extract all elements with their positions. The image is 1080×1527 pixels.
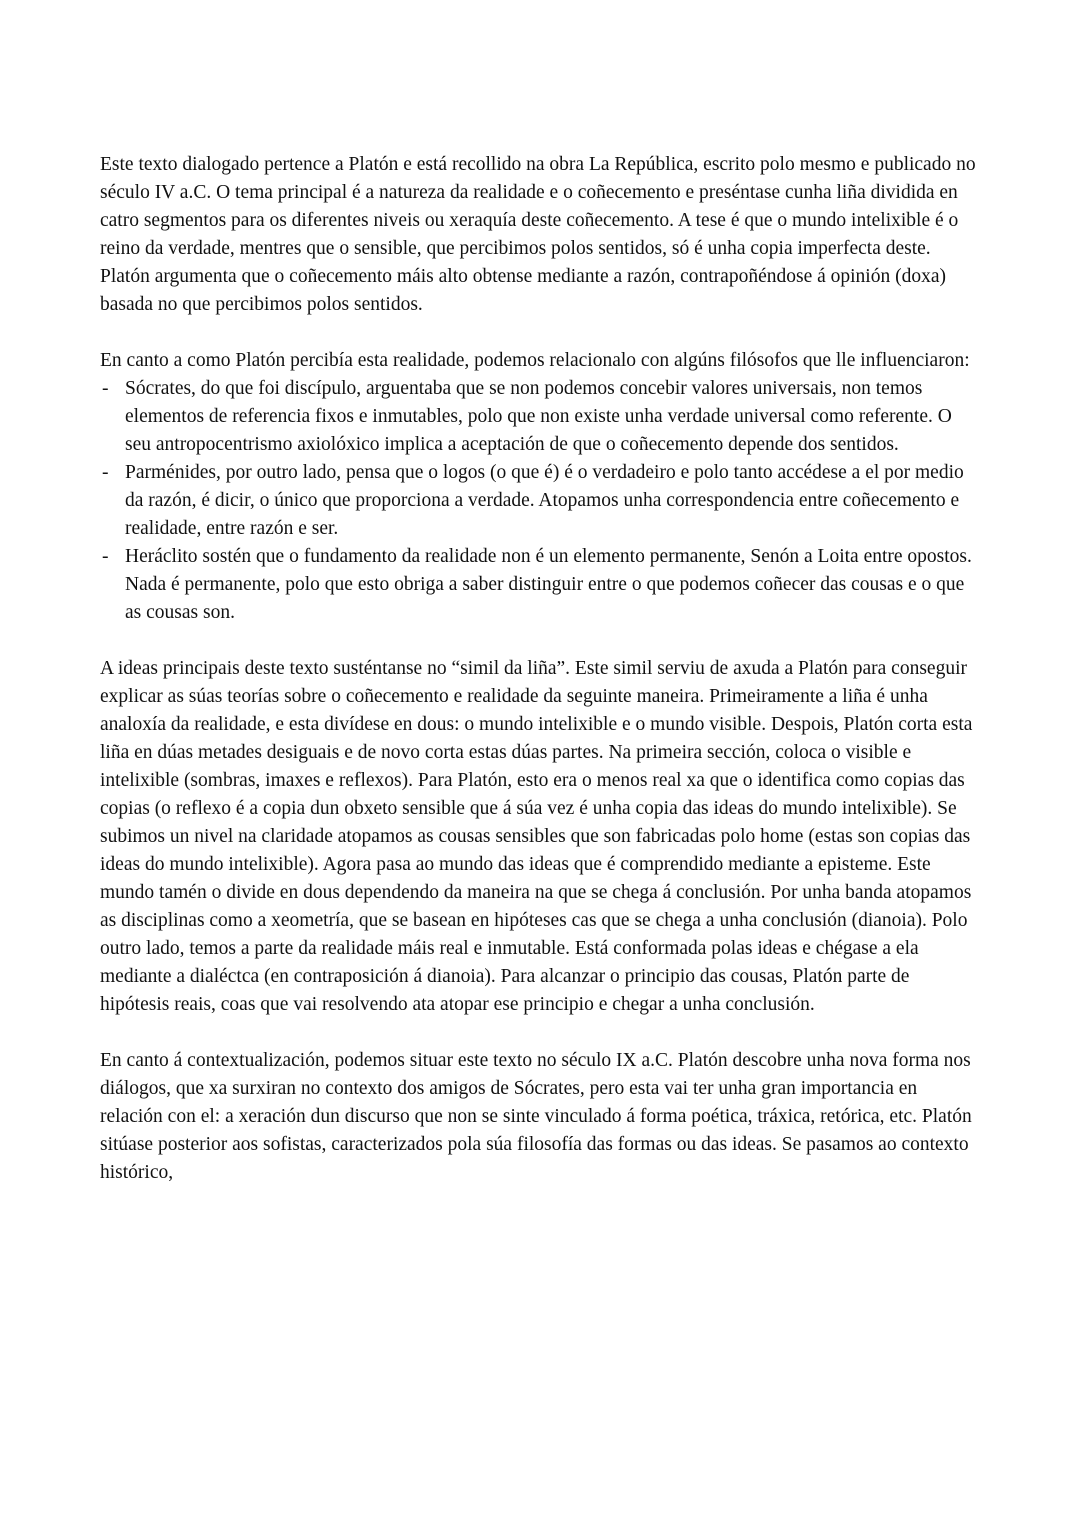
list-item-text: Parménides, por outro lado, pensa que o logos (o que é) é o verdadeiro e polo tanto accédese a el por medio da razón, é dicir, o único que proporciona a verdade. Atopamos unha correspondencia entre coñecemento e realidade, entre razón e ser. xyxy=(125,462,964,539)
philosophers-list xyxy=(100,375,982,627)
dash-marker: - xyxy=(102,546,109,567)
paragraph-philosophers-intro: En canto a como Platón percibía esta realidade, podemos relacionalo con algúns filósofos que lle influenciaron: xyxy=(100,350,970,371)
paragraph-contextualization: En canto á contextualización, podemos situar este texto no século IX a.C. Platón descobre unha nova forma nos diálogos, que xa surxiran no contexto dos amigos de Sócrates, pero esta vai ter unha gran importancia en relación con el: a xeración dun discurso que non se sinte vinculado á forma poética, tráxica, retórica, etc. Platón sitúase posterior aos sofistas, caracterizados pola súa filosofía das formas ou das ideas. Se pasamos ao contexto histórico, xyxy=(100,1050,972,1183)
list-item-parmenides xyxy=(100,459,982,543)
list-item-socrates xyxy=(100,375,982,459)
dash-marker: - xyxy=(102,462,109,483)
list-item-text: Sócrates, do que foi discípulo, arguentaba que se non podemos concebir valores universais, non temos elementos de referencia fixos e inmutables, polo que non existe unha verdade universal como referente. O seu antropocentrismo axiolóxico implica a aceptación de que o coñecemento depende dos sentidos. xyxy=(125,378,952,455)
list-item-text: Heráclito sostén que o fundamento da realidade non é un elemento permanente, Senón a Loita entre opostos. Nada é permanente, polo que esto obriga a saber distinguir entre o que podemos coñecer das cousas e o que as cousas son. xyxy=(125,546,972,623)
paragraph-intro-text: Este texto dialogado pertence a Platón e está recollido na obra La República, escrito polo mesmo e publicado no século IV a.C. O tema principal é a natureza da realidade e o coñecemento e preséntase cunha liña dividida en catro segmentos para os diferentes niveis ou xeraquía deste coñecemento. A tese é que o mundo intelixible é o reino da verdade, mentres que o sensible, que percibimos polos sentidos, só é unha copia imperfecta deste. Platón argumenta que o coñecemento máis alto obtense mediante a razón, contrapoñéndose á opinión (doxa) basada no que percibimos polos sentidos. xyxy=(100,154,976,315)
document-content xyxy=(100,151,982,1215)
dash-marker: - xyxy=(102,378,109,399)
list-item-heraclito xyxy=(100,543,982,627)
paragraph-line-simile: A ideas principais deste texto susténtanse no “simil da liña”. Este simil serviu de axuda a Platón para conseguir explicar as súas teorías sobre o coñecemento e realidade da seguinte maneira. Primeiramente a liña é unha analoxía da realidade, e esta divídese en dous: o mundo intelixible e o mundo visible. Despois, Platón corta esta liña en dúas metades desiguais e de novo corta estas dúas partes. Na primeira sección, coloca o visible e intelixible (sombras, imaxes e reflexos). Para Platón, esto era o menos real xa que o identifica como copias das copias (o reflexo é a copia dun obxeto sensible que á súa vez é unha copia das ideas do mundo intelixible). Se subimos un nivel na claridade atopamos as cousas sensibles que son fabricadas polo home (estas son copias das ideas do mundo intelixible). Agora pasa ao mundo das ideas que é comprendido mediante a episteme. Este mundo tamén o divide en dous dependendo da maneira na que se chega á conclusión. Por unha banda atopamos as disciplinas como a xeometría, que se basean en hipóteses cas que se chega a unha conclusión (dianoia). Polo outro lado, temos a parte da realidade máis real e inmutable. Está conformada polas ideas e chégase a ela mediante a dialéctca (en contraposición á dianoia). Para alcanzar o principio das cousas, Platón parte de hipótesis reais, coas que vai resolvendo ata atopar ese principio e chegar a unha conclusión. xyxy=(100,658,973,1015)
